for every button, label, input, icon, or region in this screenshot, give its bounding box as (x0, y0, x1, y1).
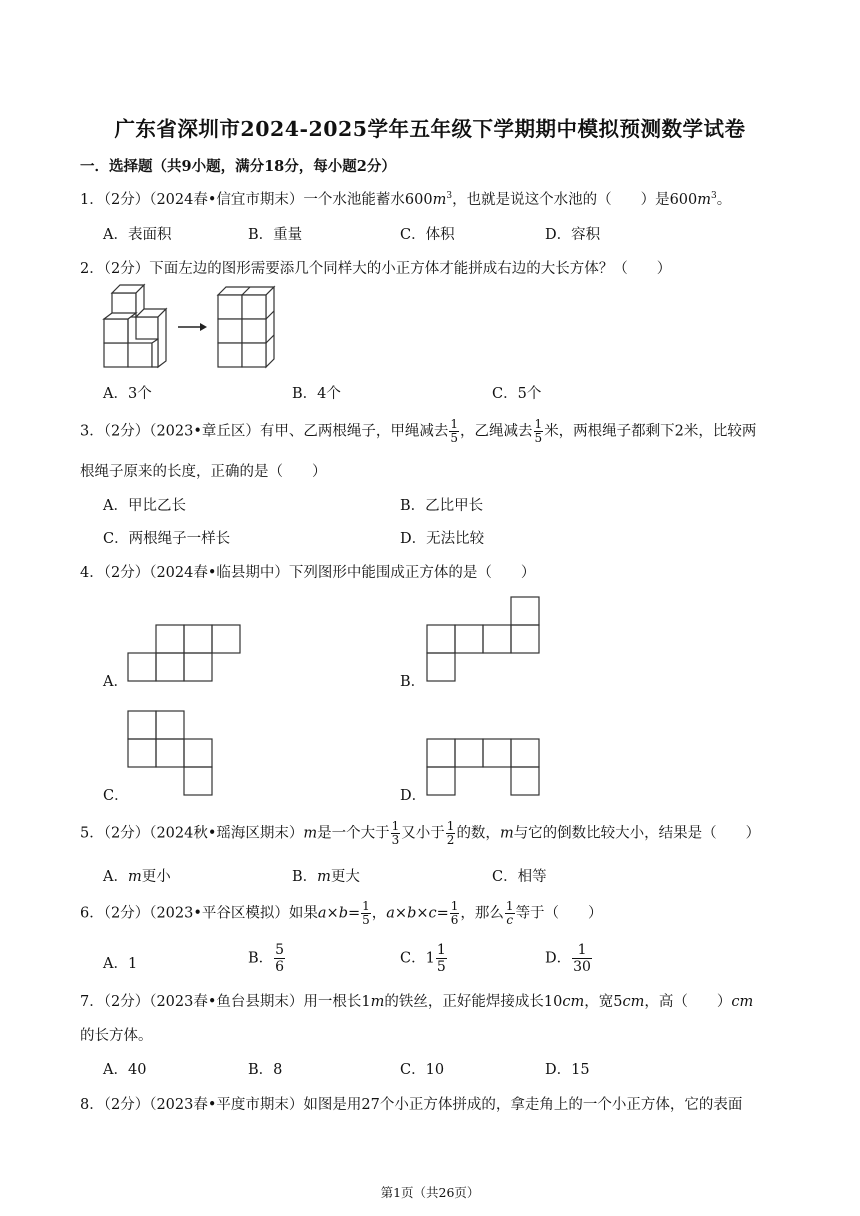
q5-option-b[interactable]: B．m更大 (292, 869, 360, 885)
question-7-line2: 的长方体。 (80, 1028, 153, 1044)
q1-option-b[interactable]: B．重量 (248, 227, 303, 243)
q4-option-a[interactable]: A． (103, 674, 128, 690)
q7-option-a[interactable]: A．40 (103, 1062, 147, 1078)
q6-option-a[interactable]: A．1 (103, 956, 138, 972)
q4-option-b[interactable]: B． (400, 674, 426, 690)
q3-option-b[interactable]: B．乙比甲长 (400, 498, 484, 514)
net-c-figure (127, 710, 215, 798)
q6-option-b[interactable]: B． $\frac{5}{6}$ (248, 942, 285, 975)
q2-option-b[interactable]: B．4个 (292, 386, 341, 402)
q7-option-b[interactable]: B．8 (248, 1062, 283, 1078)
question-4: 4．（2分）（2024春•临县期中）下列图形中能围成正方体的是（ ） (80, 565, 536, 581)
q3-option-a[interactable]: A．甲比乙长 (103, 498, 186, 514)
fraction: $\frac{1}{2}$ (446, 819, 455, 847)
question-2: 2．（2分）下面左边的图形需要添几个同样大的小正方体才能拼成右边的大长方体？（ ） (80, 261, 672, 277)
q1-option-c[interactable]: C．体积 (400, 227, 455, 243)
q4-option-d[interactable]: D． (400, 788, 427, 804)
fraction: $\frac{1}{5}$ (450, 417, 459, 445)
q4-option-c[interactable]: C． (103, 788, 129, 804)
question-7: 7．（2分）（2023春•鱼台县期末）用一根长1m的铁丝，正好能焊接成长10cm，宽5cm，高（ ）cm (80, 994, 754, 1010)
net-d-figure (426, 738, 542, 798)
fraction: $\frac{1}{3}$ (391, 819, 400, 847)
q5-option-c[interactable]: C．相等 (492, 869, 547, 885)
question-8: 8．（2分）（2023春•平度市期末）如图是用27个小正方体拼成的，拿走角上的一个小正方体，它的表面 (80, 1097, 743, 1113)
question-3-line2: 根绳子原来的长度，正确的是（ ） (80, 464, 327, 480)
q3-option-c[interactable]: C．两根绳子一样长 (103, 531, 231, 547)
question-6: 6．（2分）（2023•平谷区模拟）如果a×b= $\frac{1}{5}$ ，a×b×c= $\frac{1}{6}$ ，那么 $\frac{1}{c}$ 等于（ ） (80, 899, 603, 927)
question-1: 1．（2分）（2024春•信宜市期末）一个水池能蓄水$600m^3$，也就是说这个水池的（ ）是$600m^3$。 (80, 191, 732, 208)
net-b-figure (426, 596, 542, 684)
exam-title: 广东省深圳市2024-2025学年五年级下学期期中模拟预测数学试卷 (114, 117, 746, 141)
q2-option-a[interactable]: A．3个 (103, 386, 152, 402)
q7-option-d[interactable]: D．15 (545, 1062, 590, 1078)
q5-option-a[interactable]: A．m更小 (103, 869, 171, 885)
q2-option-c[interactable]: C．5个 (492, 386, 542, 402)
q3-option-d[interactable]: D．无法比较 (400, 531, 485, 547)
q6-option-c[interactable]: C．1 $\frac{1}{5}$ (400, 942, 446, 975)
q7-option-c[interactable]: C．10 (400, 1062, 445, 1078)
question-5: 5．（2分）（2024秋•瑶海区期末）m是一个大于 $\frac{1}{3}$ 又小于 $\frac{1}{2}$ 的数，m与它的倒数比较大小，结果是（ ） (80, 819, 761, 847)
fraction: $\frac{1}{6}$ (450, 899, 459, 927)
net-a-figure (127, 624, 243, 684)
page-footer: 第1页（共26页） (380, 1185, 480, 1200)
fraction: $\frac{1}{c}$ (505, 899, 514, 927)
q1-option-d[interactable]: D．容积 (545, 227, 601, 243)
question-3: 3．（2分）（2023•章丘区）有甲、乙两根绳子，甲绳减去 $\frac{1}{5}$ ，乙绳减去 $\frac{1}{5}$ 米，两根绳子都剩下2米，比较两 (80, 417, 757, 445)
q1-option-a[interactable]: A．表面积 (103, 227, 172, 243)
fraction: $\frac{1}{5}$ (534, 417, 543, 445)
fraction: $\frac{1}{5}$ (362, 899, 370, 927)
section-heading: 一．选择题（共9小题，满分18分，每小题2分） (80, 158, 396, 175)
q6-option-d[interactable]: D． $\frac{1}{30}$ (545, 942, 591, 975)
q2-cube-figure (100, 283, 300, 375)
